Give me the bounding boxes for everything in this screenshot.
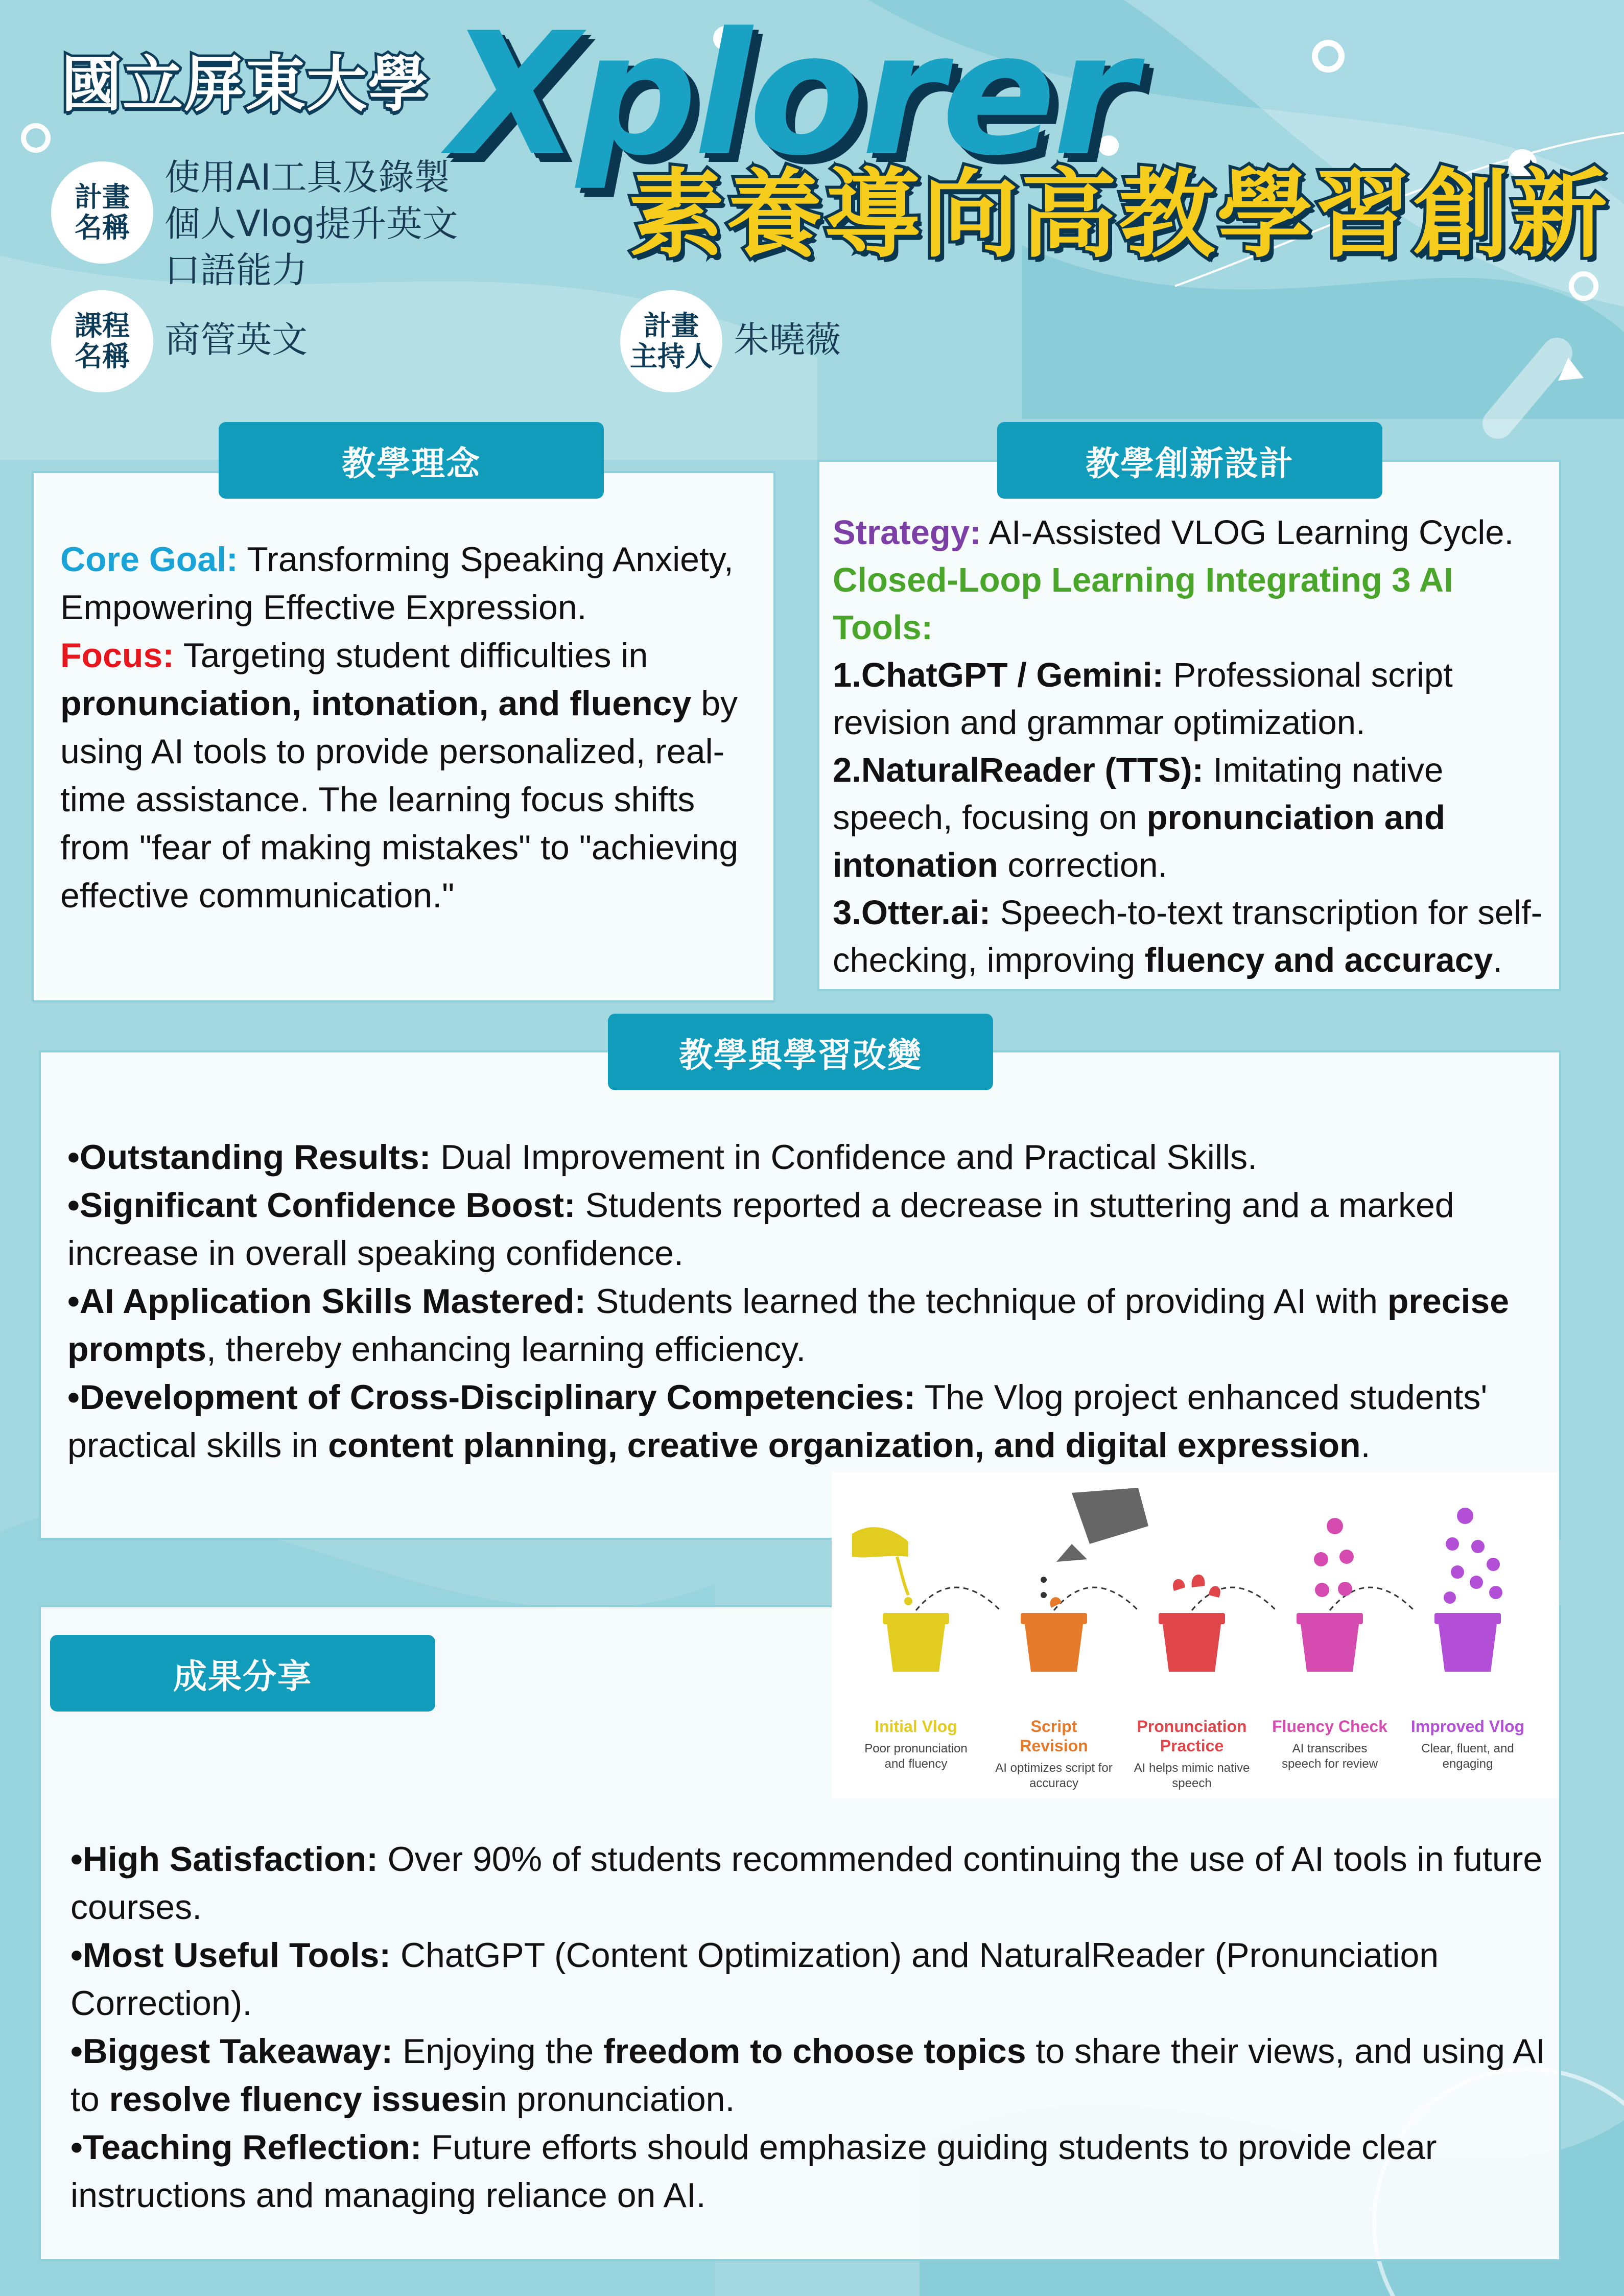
philosophy-tab: 教學理念: [219, 422, 604, 499]
share2-label: •Most Useful Tools:: [70, 1936, 391, 1975]
result2-label: •Significant Confidence Boost:: [67, 1186, 576, 1225]
flow-step: [995, 1717, 1113, 1791]
flow-step-title: Fluency Check: [1272, 1717, 1387, 1736]
plan-name-line: 使用AI工具及錄製: [164, 156, 450, 198]
vlog-cycle-infographic: [832, 1472, 1559, 1798]
course-badge: [51, 290, 153, 392]
loop-heading: Closed-Loop Learning Integrating 3 AI Tools:: [833, 561, 1453, 647]
pot-icon: [1434, 1508, 1502, 1672]
connector-arc: [1054, 1587, 1138, 1610]
result3-label: •AI Application Skills Mastered:: [67, 1282, 586, 1321]
focus-bold: pronunciation, intonation, and fluency: [60, 684, 692, 723]
flow-step-desc: AI transcribes speech for review: [1281, 1742, 1378, 1771]
tool3-text-2: .: [1493, 941, 1502, 979]
core-goal-text: Transforming Speaking Anxiety, Empowering Effective Expression.: [60, 540, 734, 627]
innovation-text: [833, 509, 1553, 984]
share3-text-3: in pronunciation.: [480, 2080, 735, 2119]
plan-label: 計畫 名稱: [75, 180, 130, 244]
share3-bold-2: resolve fluency issues: [109, 2080, 480, 2119]
result3-bold: precise prompts: [67, 1282, 1510, 1369]
share2-text: ChatGPT (Content Optimization) and NaturalReader (Pronunciation Correction).: [70, 1936, 1439, 2023]
tool2-text-2: correction.: [998, 846, 1168, 884]
poster-subtitle: 素養導向高教學習創新: [628, 159, 1609, 271]
result2-text: Students reported a decrease in stuttering and a marked increase in overall speaking confidence.: [67, 1186, 1454, 1273]
focus-text: Targeting student difficulties in: [174, 636, 648, 675]
result1-text: Dual Improvement in Confidence and Practical Skills.: [431, 1138, 1258, 1177]
flow-step-desc: AI helps mimic native speech: [1134, 1761, 1250, 1790]
share3-text: Enjoying the: [393, 2032, 604, 2071]
connector-arc: [916, 1587, 1000, 1610]
share1-label: •High Satisfaction:: [70, 1840, 378, 1879]
tool2-text: Imitating native speech, focusing on: [833, 751, 1444, 837]
sharing-tab: 成果分享: [50, 1635, 435, 1712]
result1-label: •Outstanding Results:: [67, 1138, 431, 1177]
tool2-bold: pronunciation and intonation: [833, 799, 1445, 884]
focus-label: Focus:: [60, 636, 174, 675]
tool1-text: Professional script revision and grammar optimization.: [833, 656, 1453, 742]
focus-text-2: by using AI tools to provide personalized, real-time assistance. The learning focus shifts from "fear of making mistakes" to "achieving effective communication.": [60, 684, 739, 915]
core-goal-label: Core Goal:: [60, 540, 238, 579]
strategy-text: AI-Assisted VLOG Learning Cycle.: [981, 513, 1514, 552]
flow-step: [1133, 1717, 1251, 1791]
share3-label: •Biggest Takeaway:: [70, 2032, 393, 2071]
tool1-label: 1.ChatGPT / Gemini:: [833, 656, 1164, 694]
flow-step-title: Pronunciation Practice: [1137, 1717, 1247, 1755]
plan-name: [164, 154, 458, 294]
university-name: 國立屏東大學: [61, 49, 430, 120]
course-label: 課程 名稱: [75, 309, 130, 372]
tool3-text: Speech-to-text transcription for self-checking, improving: [833, 894, 1542, 979]
pot-icon: [1021, 1488, 1148, 1672]
share4-text: Future efforts should emphasize guiding students to provide clear instructions and managing reliance on AI.: [70, 2128, 1437, 2215]
flow-step: [1409, 1717, 1526, 1772]
result4-text: The Vlog project enhanced students' practical skills in: [67, 1378, 1488, 1465]
tool3-bold: fluency and accuracy: [1144, 941, 1493, 979]
share4-label: •Teaching Reflection:: [70, 2128, 422, 2167]
result3-text: Students learned the technique of providing AI with: [586, 1282, 1387, 1321]
plan-badge: [51, 161, 153, 264]
flow-step: [1271, 1717, 1388, 1772]
share3-bold: freedom to choose topics: [603, 2032, 1026, 2071]
host-badge: [620, 290, 722, 392]
changes-text: [67, 1133, 1549, 1469]
brand-title: Xplorer: [450, 0, 1133, 193]
sharing-text: [70, 1835, 1547, 2219]
pot-icon: [852, 1527, 949, 1672]
share3-text-2: to share their views, and using AI to: [70, 2032, 1546, 2119]
result3-text-2: , thereby enhancing learning efficiency.: [206, 1330, 806, 1369]
plan-name-line: 口語能力: [164, 249, 308, 291]
flow-step-title: Improved Vlog: [1410, 1717, 1525, 1736]
tool3-label: 3.Otter.ai:: [833, 894, 991, 932]
strategy-label: Strategy:: [833, 513, 981, 552]
flow-step-desc: Clear, fluent, and engaging: [1421, 1742, 1514, 1771]
flow-step-desc: Poor pronunciation and fluency: [864, 1742, 968, 1771]
host-label: 計畫 主持人: [630, 309, 713, 372]
result4-text-2: .: [1360, 1426, 1371, 1465]
philosophy-text: [60, 535, 765, 920]
flow-step: [857, 1717, 975, 1772]
plan-name-line: 個人Vlog提升英文: [164, 203, 458, 245]
result4-bold: content planning, creative organization, and digital expression: [328, 1426, 1361, 1465]
changes-tab: 教學與學習改變: [608, 1014, 993, 1090]
flow-step-title: Script Revision: [1020, 1717, 1088, 1755]
connector-arc: [1192, 1587, 1276, 1610]
share1-text: Over 90% of students recommended continuing the use of AI tools in future courses.: [70, 1840, 1543, 1927]
pot-icon: [1159, 1575, 1225, 1672]
result4-label: •Development of Cross-Disciplinary Competencies:: [67, 1378, 915, 1417]
innovation-tab: 教學創新設計: [997, 422, 1382, 499]
pot-icon: [1297, 1518, 1363, 1672]
tool2-label: 2.NaturalReader (TTS):: [833, 751, 1204, 789]
host-name: 朱曉薇: [734, 319, 841, 361]
flow-step-title: Initial Vlog: [875, 1717, 957, 1736]
flow-step-desc: AI optimizes script for accuracy: [995, 1761, 1113, 1790]
course-name: 商管英文: [164, 319, 308, 361]
